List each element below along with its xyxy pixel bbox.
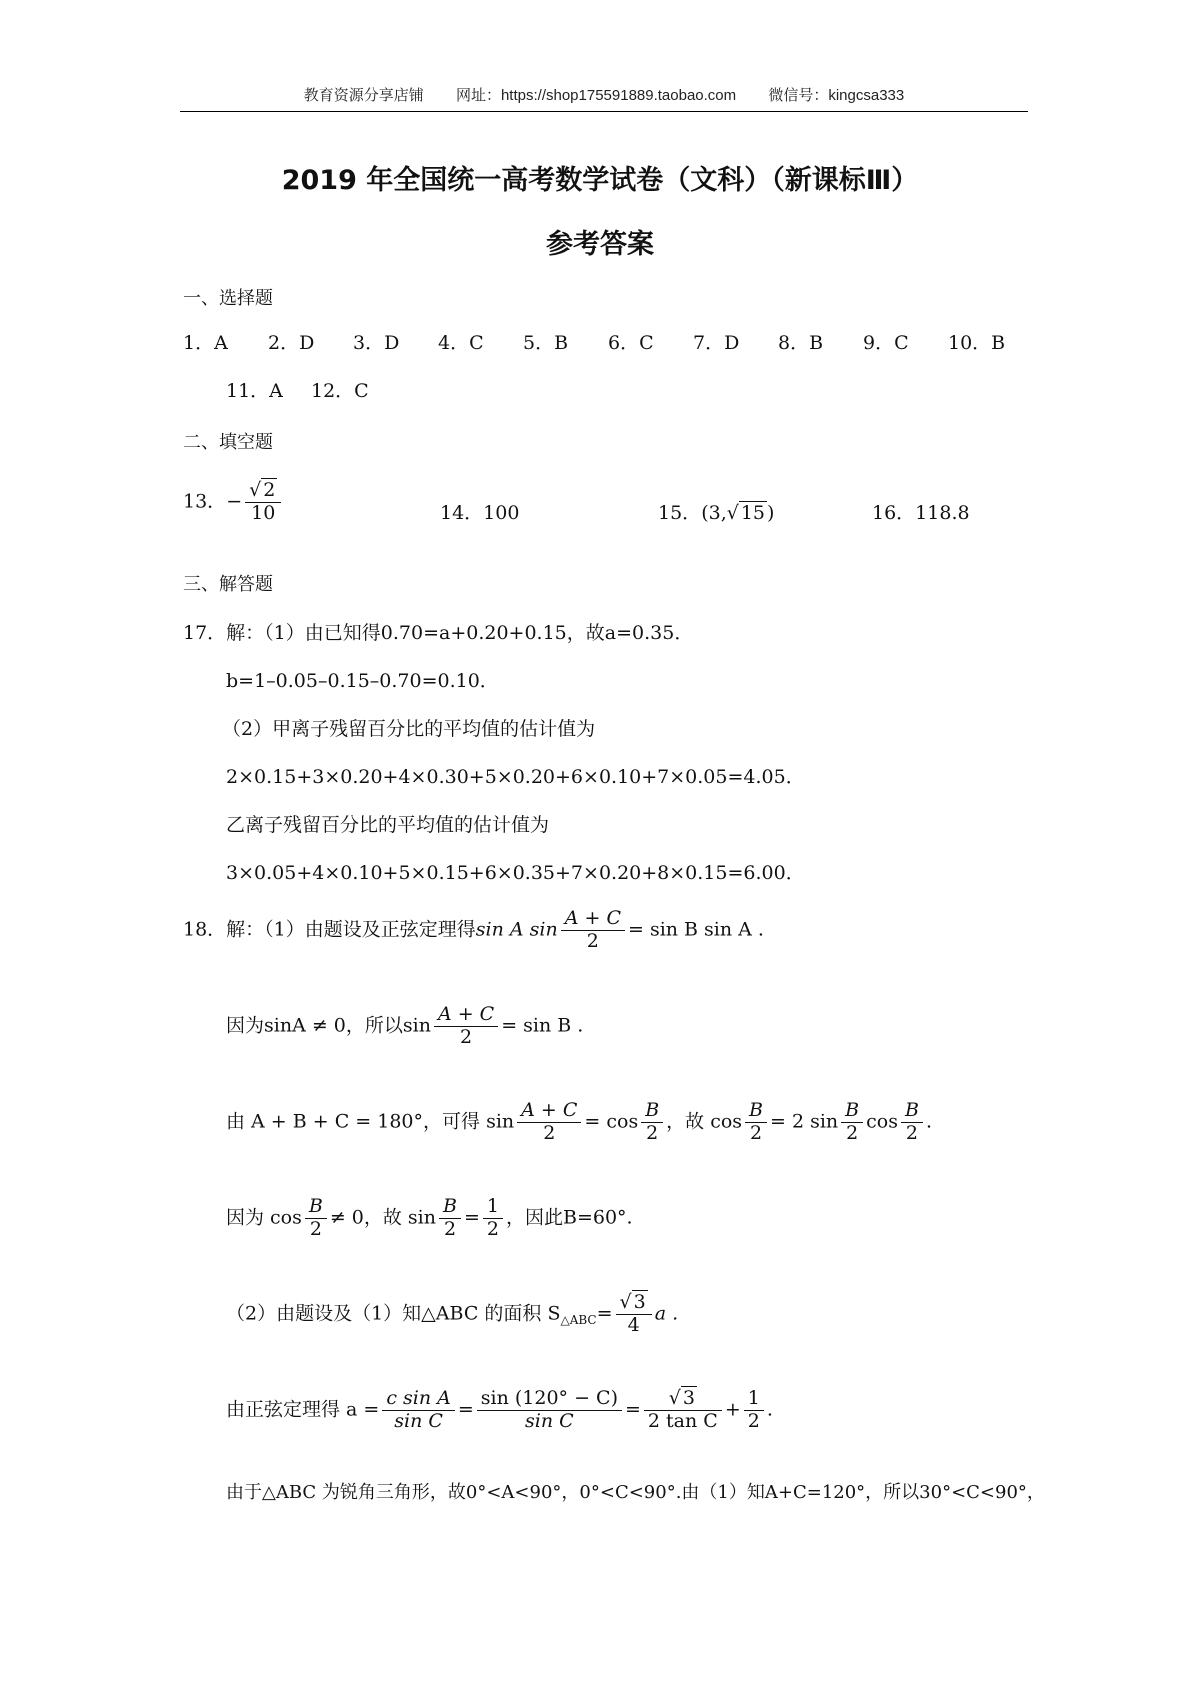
fill-answer-14: 14．100 bbox=[440, 502, 520, 524]
fill-answer-13: 13．− $\frac{√ 2}{10}$ bbox=[183, 480, 284, 525]
q17-line-5: 乙离子残留百分比的平均值的估计值为 bbox=[226, 814, 550, 836]
choice-answer: 2．D bbox=[268, 332, 315, 354]
choice-answer: 4．C bbox=[438, 332, 484, 354]
q18-line-4: 因为 cos $\frac{B}{2}$ ≠ 0，故 sin $\frac{B}{2}$ = $\frac{1}{2}$ ，因此B=60°. bbox=[226, 1195, 633, 1240]
q18-line-3: 由 A + B + C = 180°，可得 sin $\frac{A + C}{2}$ = cos $\frac{B}{2}$ ，故 cos $\frac{B}{2}$ = 2 sin $\frac{B}{2}$ cos $\frac{B}{2}$ . bbox=[226, 1099, 932, 1144]
choice-answer: 12．C bbox=[311, 380, 369, 402]
choice-answer: 1．A bbox=[183, 332, 228, 354]
q18-line-7: 由于△ABC 为锐角三角形，故0°<A<90°，0°<C<90°.由（1）知A+C=120°，所以30°<C<90°， bbox=[226, 1482, 1045, 1503]
page-subtitle: 参考答案 bbox=[546, 229, 654, 260]
header-rule bbox=[180, 111, 1028, 112]
header-wechat: 微信号：kingcsa333 bbox=[768, 87, 905, 104]
choice-answer: 3．D bbox=[353, 332, 400, 354]
choice-answer: 8．B bbox=[778, 332, 824, 354]
q17-line-2: b=1–0.05–0.15–0.70=0.10． bbox=[226, 670, 499, 692]
section-solution-heading: 三、解答题 bbox=[183, 574, 273, 595]
q17-line-4: 2×0.15+3×0.20+4×0.30+5×0.20+6×0.10+7×0.05=4.05． bbox=[226, 766, 805, 788]
choice-answer: 7．D bbox=[693, 332, 740, 354]
section-choice-heading: 一、选择题 bbox=[183, 288, 273, 309]
q18-line-6: 由正弦定理得 a = $\frac{\text{c sin A}}{\text{sin C}}$ = $\frac{\sin (120^\circ - C)}{\text{sin C}}$ = $\frac{√ 3}{\text{2 tan C}}$ + $\frac{1}{2}$ . bbox=[226, 1387, 773, 1432]
choice-answer: 9．C bbox=[863, 332, 909, 354]
q18-line-5: （2）由题设及（1）知△ABC 的面积 $S_{\triangle ABC}=$ $\frac{√ 3}{4}$ a . bbox=[226, 1291, 679, 1336]
page-title: 2019 年全国统一高考数学试卷（文科）（新课标Ⅲ） bbox=[281, 165, 919, 196]
header-shop: 教育资源分享店铺 bbox=[303, 87, 424, 104]
q18-line-1: 18．解：（1）由题设及正弦定理得sin A sin $\frac{A + C}{2}$ = sin B sin A . bbox=[183, 907, 764, 952]
section-fill-heading: 二、填空题 bbox=[183, 432, 273, 453]
choice-answer: 10．B bbox=[948, 332, 1006, 354]
q17-line-6: 3×0.05+4×0.10+5×0.15+6×0.35+7×0.20+8×0.15=6.00． bbox=[226, 862, 805, 884]
choice-answer: 11．A bbox=[226, 380, 283, 402]
q17-line-1: 17．解：（1）由已知得0.70=a+0.20+0.15，故a=0.35． bbox=[183, 622, 694, 644]
header-site: 网址：https://shop175591889.taobao.com bbox=[455, 87, 737, 104]
page-header bbox=[180, 84, 1028, 105]
q17-line-3: （2）甲离子残留百分比的平均值的估计值为 bbox=[222, 718, 596, 740]
q18-line-2: 因为sinA ≠ 0，所以sin $\frac{A + C}{2}$ = sin B . bbox=[226, 1003, 584, 1048]
fill-answer-16: 16．118.8 bbox=[872, 502, 970, 524]
choice-answer: 5．B bbox=[523, 332, 569, 354]
choice-answer: 6．C bbox=[608, 332, 654, 354]
fill-answer-15: 15．(3,√ 15 ) bbox=[658, 502, 775, 524]
